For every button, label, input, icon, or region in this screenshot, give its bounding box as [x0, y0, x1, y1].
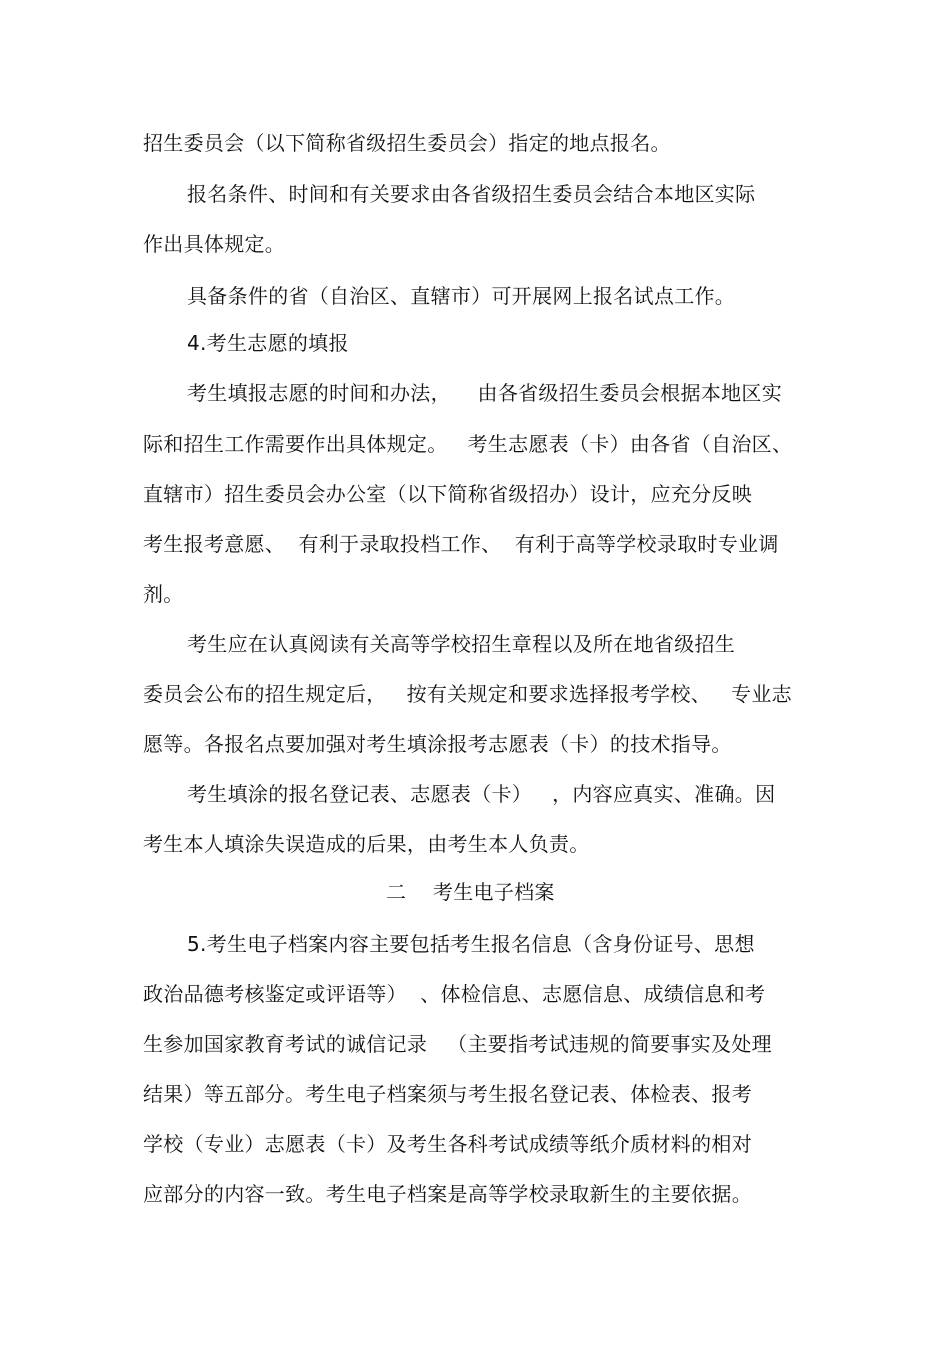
section-heading: 二 考生电子档案 [386, 880, 555, 904]
paragraph-line: 结果）等五部分。考生电子档案须与考生报名登记表、体检表、报考 [143, 1082, 752, 1106]
paragraph-line: 考生本人填涂失误造成的后果，由考生本人负责。 [143, 832, 590, 856]
paragraph-line: 5.考生电子档案内容主要包括考生报名信息（含身份证号、思想 [187, 932, 755, 956]
paragraph-line: 际和招生工作需要作出具体规定。 考生志愿表（卡）由各省（自治区、 [143, 432, 793, 456]
paragraph-line: 考生填报志愿的时间和办法， 由各省级招生委员会根据本地区实 [187, 381, 783, 405]
paragraph-line: 剂。 [143, 582, 184, 606]
paragraph-line: 考生报考意愿、 有利于录取投档工作、 有利于高等学校录取时专业调 [143, 532, 779, 556]
paragraph-line: 愿等。各报名点要加强对考生填涂报考志愿表（卡）的技术指导。 [143, 732, 732, 756]
paragraph-line: 考生应在认真阅读有关高等学校招生章程以及所在地省级招生 [187, 632, 736, 656]
paragraph-line: 考生填涂的报名登记表、志愿表（卡） ，内容应真实、准确。因 [187, 782, 776, 806]
paragraph-line: 直辖市）招生委员会办公室（以下简称省级招办）设计，应充分反映 [143, 482, 752, 506]
paragraph-line: 应部分的内容一致。考生电子档案是高等学校录取新生的主要依据。 [143, 1182, 752, 1206]
paragraph-line: 作出具体规定。 [143, 232, 286, 256]
paragraph-line: 生参加国家教育考试的诚信记录 （主要指考试违规的简要事实及处理 [143, 1032, 772, 1056]
paragraph-line: 学校（专业）志愿表（卡）及考生各科考试成绩等纸介质材料的相对 [143, 1132, 752, 1156]
paragraph-line: 招生委员会（以下简称省级招生委员会）指定的地点报名。 [143, 131, 671, 155]
paragraph-line: 报名条件、时间和有关要求由各省级招生委员会结合本地区实际 [187, 182, 756, 206]
paragraph-line: 政治品德考核鉴定或评语等） 、体检信息、志愿信息、成绩信息和考 [143, 982, 766, 1006]
section-subheading: 4.考生志愿的填报 [187, 331, 349, 355]
paragraph-line: 委员会公布的招生规定后， 按有关规定和要求选择报考学校、 专业志 [143, 682, 792, 706]
paragraph-line: 具备条件的省（自治区、直辖市）可开展网上报名试点工作。 [187, 284, 736, 308]
